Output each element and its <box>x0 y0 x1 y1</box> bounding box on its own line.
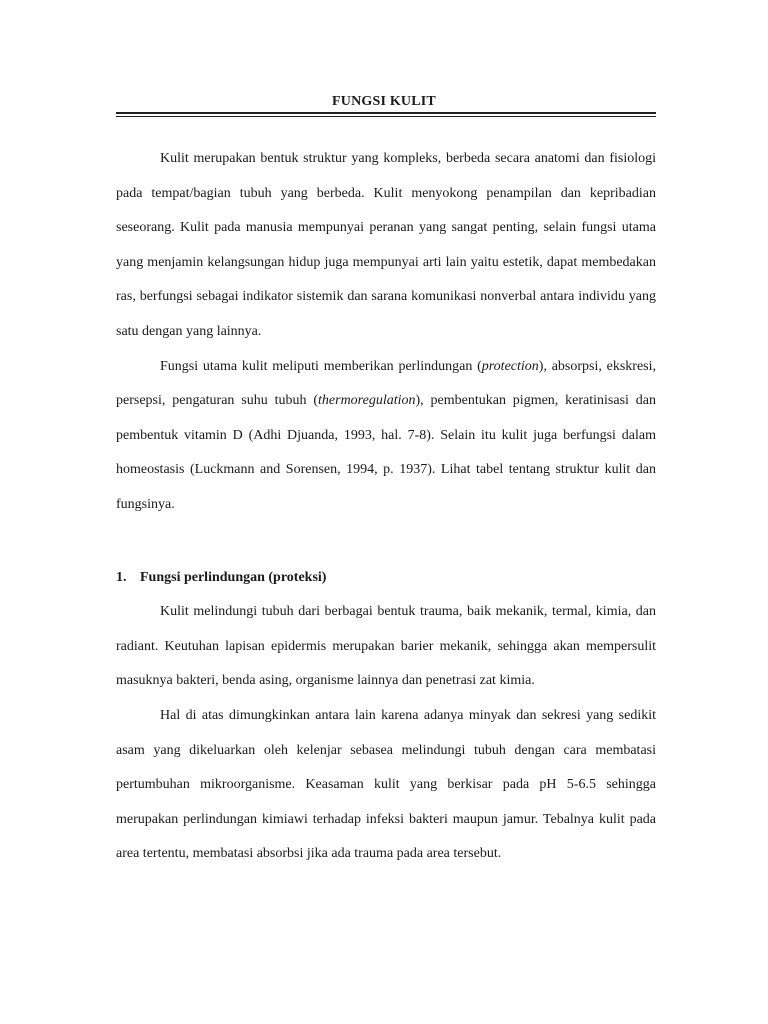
functions-paragraph-part2: ), absorpsi, ekskresi, persepsi, pengaturan suhu tubuh ( <box>116 358 657 409</box>
functions-paragraph-part1: Fungsi utama kulit meliputi memberikan perlindungan ( <box>160 358 482 374</box>
functions-paragraph <box>116 350 656 523</box>
protection-paragraph-1: Kulit melindungi tubuh dari berbagai bentuk trauma, baik mekanik, termal, kimia, dan radiant. Keutuhan lapisan epidermis merupakan barier mekanik, sehingga akan mempersulit masuknya bakteri, benda asing, organisme lainnya dan penetrasi zat kimia. <box>116 604 656 689</box>
section-1-heading <box>116 561 656 596</box>
section-1-number: 1. <box>116 569 127 585</box>
document-body <box>116 142 656 872</box>
functions-paragraph-part3: ), pembentukan pigmen, keratinisasi dan pembentuk vitamin D (Adhi Djuanda, 1993, hal. 7-8). Selain itu kulit juga berfungsi dalam homeostasis (Luckmann and Sorensen, 1994, p. 1937). Lihat tabel tentang struktur kulit dan fungsinya. <box>116 393 656 512</box>
functions-paragraph-italic-protection: protection <box>481 358 539 374</box>
protection-paragraph-2: Hal di atas dimungkinkan antara lain karena adanya minyak dan sekresi yang sedikit asam yang dikeluarkan oleh kelenjar sebasea melindungi tubuh dengan cara membatasi pertumbuhan mikroorganisme. Keasaman kulit yang berkisar pada pH 5-6.5 sehingga merupakan perlindungan kimiawi terhadap infeksi bakteri maupun jamur. Tebalnya kulit pada area tertentu, membatasi absorbsi jika ada trauma pada area tersebut. <box>116 707 656 862</box>
section-1-heading-text: Fungsi perlindungan (proteksi) <box>140 569 327 585</box>
intro-paragraph: Kulit merupakan bentuk struktur yang kompleks, berbeda secara anatomi dan fisiologi pada tempat/bagian tubuh yang berbeda. Kulit menyokong penampilan dan kepribadian seseorang. Kulit pada manusia mempunyai peranan yang sangat penting, selain fungsi utama yang menjamin kelangsungan hidup juga mempunyai arti lain yaitu estetik, dapat membedakan ras, berfungsi sebagai indikator sistemik dan sarana komunikasi nonverbal antara individu yang satu dengan yang lainnya. <box>116 151 656 339</box>
section-spacer <box>116 523 656 561</box>
title-underline-thick <box>116 112 656 114</box>
functions-paragraph-italic-thermoregulation: thermoregulation <box>318 393 416 409</box>
title-underline-thin <box>116 116 656 117</box>
page-title: FUNGSI KULIT <box>332 94 436 109</box>
